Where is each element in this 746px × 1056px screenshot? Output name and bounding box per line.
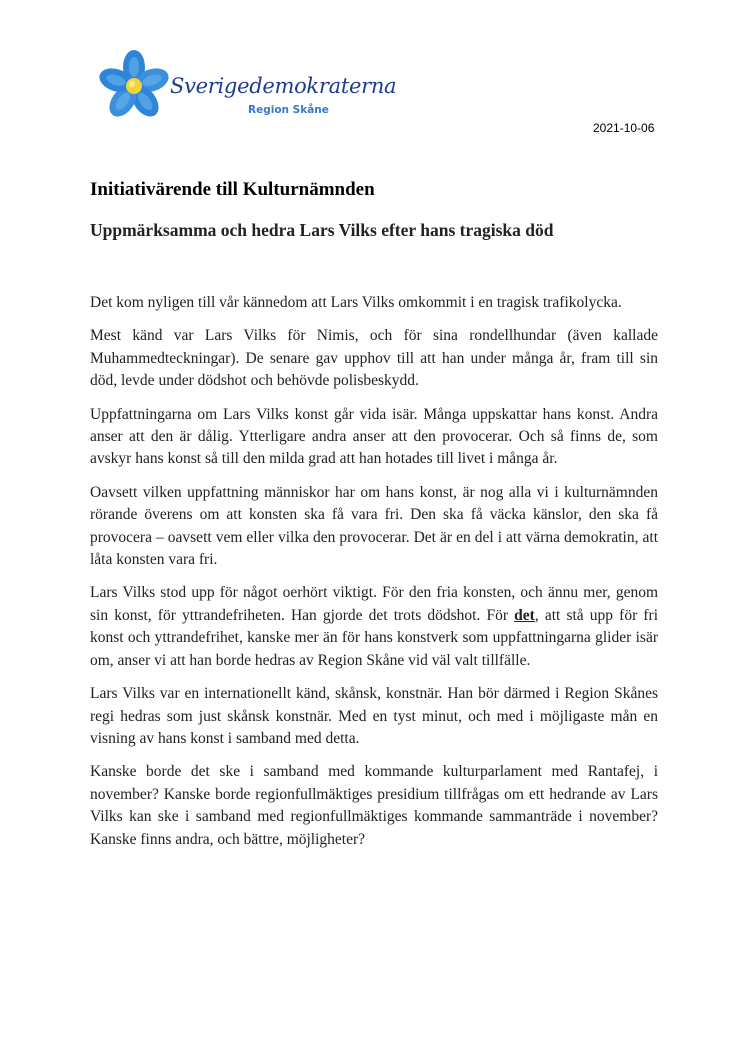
paragraph-6: Lars Vilks var en internationellt känd, skånsk, konstnär. Han bör därmed i Region Skånes regi hedras som just skånsk konstnär. Med en tyst minut, och med i möjligaste mån en visning av hans konst i samband med detta.	[90, 685, 658, 747]
party-logo	[96, 50, 397, 122]
paragraph-1: Det kom nyligen till vår kännedom att Lars Vilks omkommit i en tragisk trafikolycka.	[90, 294, 622, 311]
paragraph-3: Uppfattningarna om Lars Vilks konst går vida isär. Många uppskattar hans konst. Andra anser att den är dålig. Ytterligare andra anser att den provocerar. Och så finns de, som avskyr hans konst så till den milda grad att han hotades till livet i många år.	[90, 405, 658, 468]
anemone-flower-icon	[96, 50, 176, 122]
paragraph-7: Kanske borde det ske i samband med kommande kulturparlament med Rantafej, i november? Kanske borde regionfullmäktiges presidium tillfrågas om ett hedrande av Lars Vilks kan ske i samband med regionfullmäktiges kommande sammanträde i november? Kanske finns andra, och bättre, möjligheter?	[90, 763, 658, 848]
paragraph-5	[90, 582, 658, 672]
paragraph-4: Oavsett vilken uppfattning människor har om hans konst, är nog alla vi i kulturnämnden rörande överens om att konsten ska få vara fri. Den ska få väcka känslor, den ska få provocera – oavsett vem eller vilka den provocerar. Det är en del i att värna demokratin, att låta konsten vara fri.	[90, 483, 658, 569]
paragraph-5-emphasis: det	[514, 606, 535, 624]
document-body	[90, 292, 658, 862]
document-date: 2021-10-06	[593, 121, 655, 135]
document-subtitle: Uppmärksamma och hedra Lars Vilks efter hans tragiska död	[90, 220, 554, 240]
logo-wordmark: Sverigedemokraterna	[170, 74, 397, 98]
document-title: Initiativärende till Kulturnämnden	[90, 179, 375, 200]
logo-region: Region Skåne	[248, 104, 329, 116]
paragraph-5-start: Lars Vilks stod upp för något oerhört viktigt. För den fria konsten, och ännu mer, genom sin konst, för yttrandefriheten. Han gjorde det trots dödshot. För	[90, 584, 658, 624]
paragraph-2: Mest känd var Lars Vilks för Nimis, och för sina rondellhundar (även kallade Muhammedteckningar). De senare gav upphov till att han under många år, fram till sin död, levde under dödshot och behövde polisbeskydd.	[90, 327, 658, 390]
paragraph-5-end: , att stå upp för fri konst och yttrandefrihet, kanske mer än för hans konstverk som uppfattningarna glider isär om, anser vi att han borde hedras av Region Skåne vid väl valt tillfälle.	[90, 606, 658, 669]
